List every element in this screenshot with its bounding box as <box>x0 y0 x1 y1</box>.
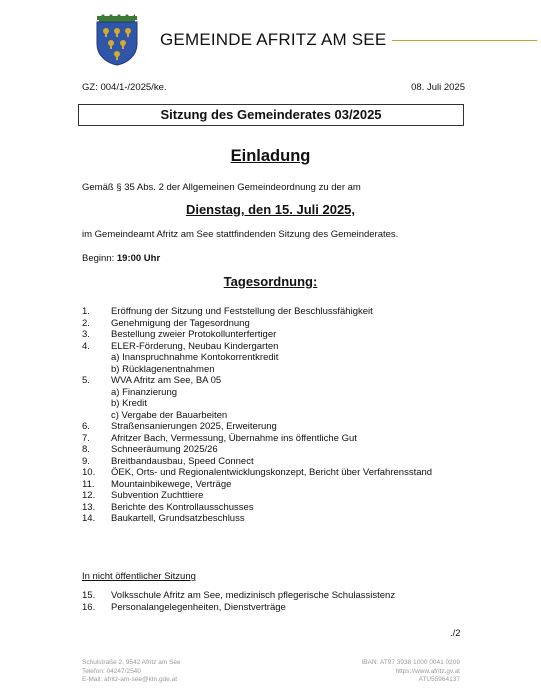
agenda-item-number: 4. <box>82 340 90 352</box>
agenda-list <box>82 306 502 525</box>
meeting-location: im Gemeindeamt Afritz am See stattfindenden Sitzung des Gemeinderates. <box>82 229 399 240</box>
agenda-item-number: 7. <box>82 432 90 444</box>
agenda-item <box>82 318 502 330</box>
agenda-item <box>82 375 502 387</box>
footer-uid: ATU55964137 <box>418 676 460 683</box>
agenda-item-text: WVA Afritz am See, BA 05 <box>111 375 222 386</box>
agenda-item-text: Genehmigung der Tagesordnung <box>111 317 250 329</box>
footer-address: Schulstraße 2, 9542 Afritz am See <box>82 659 181 666</box>
agenda-item-text: Volksschule Afritz am See, medizinisch pflegerische Schulassistenz <box>111 590 396 601</box>
start-label: Beginn: <box>82 253 117 264</box>
footer-contact <box>82 659 181 685</box>
agenda-item <box>82 513 502 525</box>
footer-bank <box>356 659 460 685</box>
agenda-item-text: Schneeräumung 2025/26 <box>111 444 218 455</box>
start-time: 19:00 Uhr <box>116 253 161 264</box>
agenda-item-text: Eröffnung der Sitzung und Feststellung der Beschlussfähigkeit <box>111 306 373 317</box>
agenda-item-number: 10. <box>82 467 96 478</box>
agenda-item-number: 6. <box>82 421 90 432</box>
agenda-item-number: 11. <box>82 478 95 490</box>
agenda-item <box>82 467 502 479</box>
agenda-item <box>82 502 502 514</box>
agenda-item <box>82 364 502 376</box>
footer-phone: Telefon: 04247/2540 <box>82 667 141 675</box>
footer-iban: IBAN: AT97 3938 1000 0041 0209 <box>361 659 460 666</box>
agenda-item-number: 8. <box>82 444 90 455</box>
agenda-item-number: 16. <box>82 601 96 613</box>
agenda-item <box>82 602 502 614</box>
agenda-item-text: Breitbandausbau, Speed Connect <box>111 455 254 467</box>
agenda-item-text: b) Rücklagenentnahmen <box>111 363 215 375</box>
agenda-item-number: 1. <box>82 306 90 317</box>
agenda-item-number: 2. <box>82 317 90 329</box>
agenda-title: Tagesordnung: <box>223 274 318 289</box>
start-time-line <box>82 253 160 264</box>
invitation-intro: Gemäß § 35 Abs. 2 der Allgemeinen Gemeindeordnung zu der am <box>82 182 361 193</box>
agenda-item <box>82 421 502 433</box>
agenda-item <box>82 444 502 456</box>
agenda-item <box>82 341 502 353</box>
agenda-item <box>82 479 502 491</box>
agenda-item-text: Baukartell, Grundsatzbeschluss <box>111 513 245 524</box>
agenda-item <box>82 398 502 410</box>
agenda-item-number: 9. <box>82 455 90 467</box>
agenda-item-text: Bestellung zweier Protokollunterfertiger <box>111 329 277 340</box>
agenda-item-text: Berichte des Kontrollausschusses <box>111 501 254 513</box>
agenda-item <box>82 456 502 468</box>
agenda-item-text: c) Vergabe der Bauarbeiten <box>111 409 228 421</box>
agenda-item-number: 14. <box>82 513 96 524</box>
agenda-item-text: Personalangelegenheiten, Dienstverträge <box>111 601 286 613</box>
page-continuation: ./2 <box>450 628 461 639</box>
footer-email[interactable]: E-Mail: afritz-am-see@ktn.gde.at <box>82 676 178 683</box>
invitation-title: Einladung <box>230 147 311 165</box>
agenda-item-text: ELER-Förderung, Neubau Kindergarten <box>111 340 279 352</box>
agenda-item <box>82 352 502 364</box>
agenda-item <box>82 433 502 445</box>
agenda-item-number: 15. <box>82 590 96 601</box>
agenda-item-text: Subvention Zuchttiere <box>111 490 204 501</box>
reference-number: GZ: 004/1-/2025/ke. <box>82 82 167 93</box>
agenda-item-number: 5. <box>82 375 90 386</box>
agenda-item <box>82 410 502 422</box>
non-public-agenda-list <box>82 590 502 613</box>
agenda-item <box>82 590 502 602</box>
agenda-item-text: Straßensanierungen 2025, Erweiterung <box>111 421 277 432</box>
agenda-item-text: b) Kredit <box>111 398 147 409</box>
coat-of-arms-icon <box>94 14 140 66</box>
agenda-item-text: Afritzer Bach, Vermessung, Übernahme ins öffentliche Gut <box>111 432 357 444</box>
agenda-item <box>82 306 502 318</box>
agenda-item-text: a) Finanzierung <box>111 386 178 398</box>
organization-name: GEMEINDE AFRITZ AM SEE <box>160 30 387 49</box>
agenda-item-text: Mountainbikewege, Verträge <box>111 478 232 490</box>
non-public-heading: In nicht öffentlicher Sitzung <box>82 571 196 582</box>
agenda-item <box>82 387 502 399</box>
agenda-item-text: a) Inanspruchnahme Kontokorrentkredit <box>111 352 279 363</box>
session-title: Sitzung des Gemeinderates 03/2025 <box>78 104 464 126</box>
agenda-item <box>82 490 502 502</box>
document-date: 08. Juli 2025 <box>411 82 465 93</box>
meeting-date: Dienstag, den 15. Juli 2025, <box>185 202 356 217</box>
agenda-item-number: 13. <box>82 501 96 513</box>
agenda-item-text: ÖEK, Orts- und Regionalentwicklungskonzept, Bericht über Verfahrensstand <box>111 467 433 478</box>
agenda-item <box>82 329 502 341</box>
header-rule <box>392 40 537 41</box>
agenda-item-number: 3. <box>82 329 90 340</box>
agenda-item-number: 12. <box>82 490 96 501</box>
footer-website[interactable]: https://www.afritz.gv.at <box>395 667 460 675</box>
